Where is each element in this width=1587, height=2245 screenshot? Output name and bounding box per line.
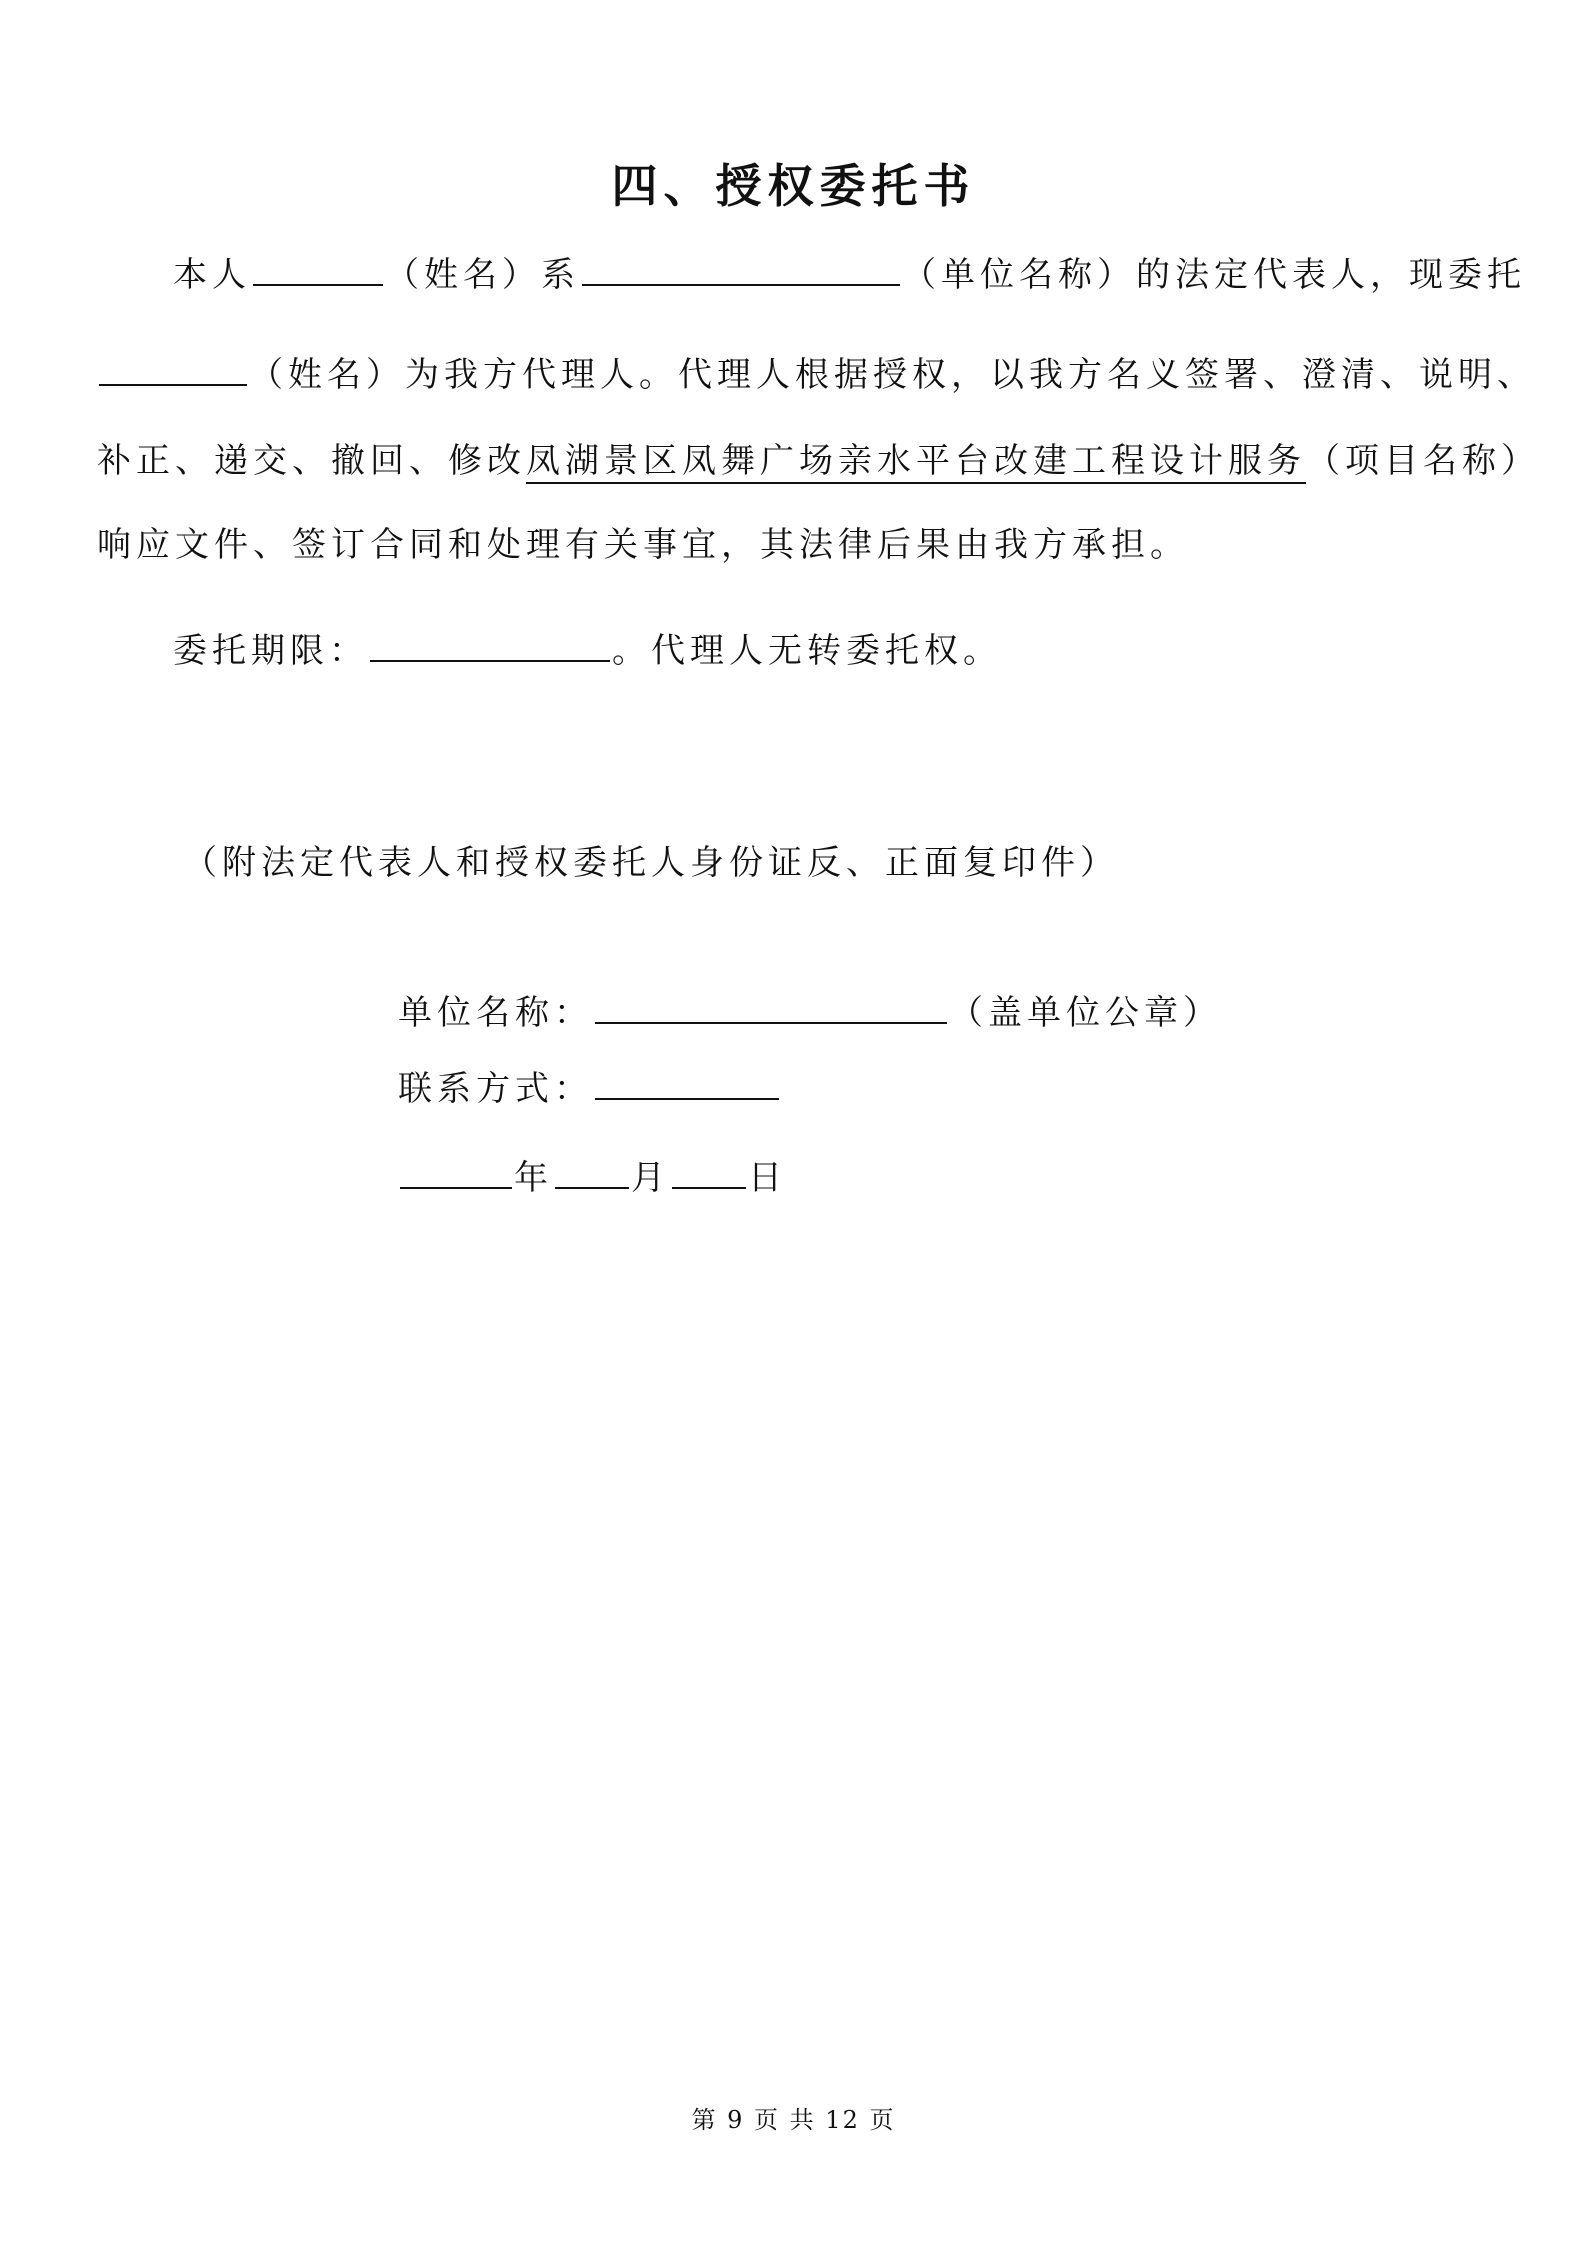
text-prefix: 本人	[173, 255, 251, 295]
day-label: 日	[748, 1158, 787, 1198]
day-blank[interactable]	[672, 1157, 746, 1189]
date-row	[398, 1155, 787, 1201]
paragraph-line-3	[97, 438, 1540, 484]
month-blank[interactable]	[555, 1157, 629, 1189]
seal-note: （盖单位公章）	[949, 993, 1222, 1033]
term-blank[interactable]	[370, 630, 610, 662]
attachment-note: （附法定代表人和授权委托人身份证反、正面复印件）	[183, 843, 1119, 883]
contact-blank[interactable]	[595, 1068, 779, 1100]
text-line3-suffix: （项目名称）	[1306, 441, 1540, 481]
page-footer: 第 9 页 共 12 页	[691, 2106, 896, 2134]
text-line4: 响应文件、签订合同和处理有关事宜，其法律后果由我方承担。	[97, 525, 1189, 565]
project-name: 凤湖景区凤舞广场亲水平台改建工程设计服务	[526, 441, 1306, 484]
paragraph-line-4	[97, 522, 1189, 568]
unit-label: 单位名称：	[398, 993, 593, 1033]
year-label: 年	[514, 1158, 553, 1198]
text-name-hint: （姓名）系	[385, 255, 580, 295]
unit-name-row	[398, 990, 1222, 1036]
unit-name-blank[interactable]	[595, 992, 947, 1024]
contact-row	[398, 1066, 781, 1112]
paragraph-line-1	[173, 252, 1526, 298]
contact-label: 联系方式：	[398, 1069, 593, 1109]
name-blank[interactable]	[253, 254, 383, 286]
text-agent-hint: （姓名）为我方代理人。代理人根据授权，以我方名义签署、澄清、说明、	[249, 355, 1536, 395]
term-line	[173, 628, 1002, 674]
document-title: 四、授权委托书	[611, 159, 976, 213]
paragraph-line-2	[97, 352, 1536, 398]
year-blank[interactable]	[400, 1157, 512, 1189]
agent-name-blank[interactable]	[99, 354, 247, 386]
term-label: 委托期限：	[173, 631, 368, 671]
term-suffix: 。代理人无转委托权。	[612, 631, 1002, 671]
month-label: 月	[631, 1158, 670, 1198]
text-line3-prefix: 补正、递交、撤回、修改	[97, 441, 526, 481]
text-unit-hint: （单位名称）的法定代表人，现委托	[902, 255, 1526, 295]
unit-blank[interactable]	[582, 254, 900, 286]
